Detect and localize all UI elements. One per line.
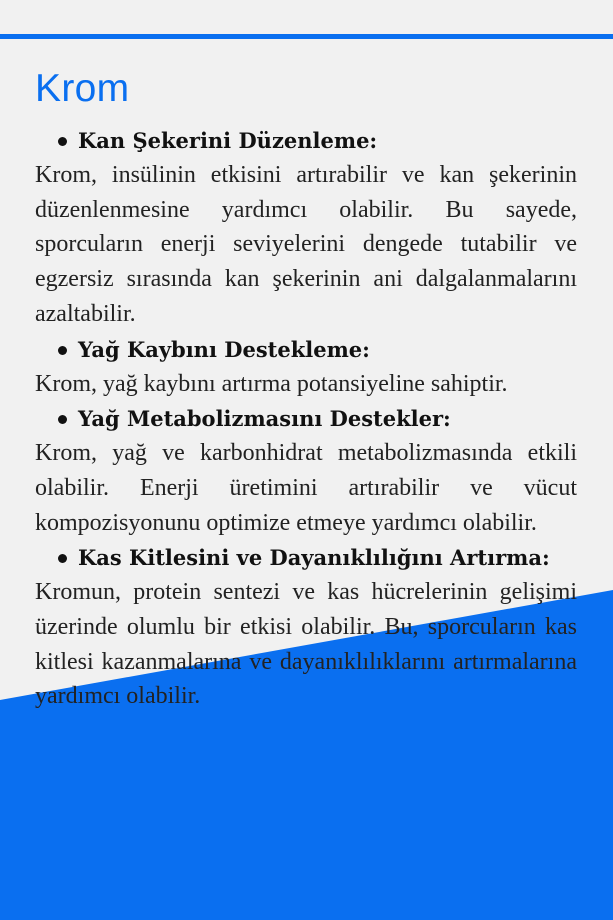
section-heading-text: Kas Kitlesini ve Dayanıklılığını Artırma: — [78, 545, 550, 571]
section-paragraph: Krom, yağ ve karbonhidrat metabolizmasında etkili olabilir. Enerji üretimini artırabilir ve vücut kompozisyonunu optimize etmeye yardımcı olabilir. — [35, 440, 577, 536]
section-heading — [35, 540, 577, 575]
section-kan-sekeri — [35, 123, 577, 332]
section-heading — [35, 401, 577, 436]
bullet-icon — [58, 137, 67, 146]
document-content — [35, 62, 577, 714]
section-paragraph: Krom, yağ kaybını artırma potansiyeline sahiptir. — [35, 370, 508, 397]
bullet-icon — [58, 346, 67, 355]
bullet-icon — [58, 415, 67, 424]
section-paragraph: Krom, insülinin etkisini artırabilir ve kan şekerinin düzenlenmesine yardımcı olabilir. Bu sayede, sporcuların enerji seviyelerini dengede tutabilir ve egzersiz sırasında kan şekerinin ani dalgalanmalarını azaltabilir. — [35, 162, 577, 327]
section-heading — [35, 123, 577, 158]
section-yag-metabolizmasi — [35, 401, 577, 540]
page-title: Krom — [35, 67, 130, 110]
bullet-icon — [58, 554, 67, 563]
section-heading — [35, 332, 577, 367]
section-kas-kitlesi — [35, 540, 577, 714]
section-heading-text: Yağ Kaybını Destekleme: — [78, 336, 370, 362]
section-paragraph: Kromun, protein sentezi ve kas hücrelerinin gelişimi üzerinde olumlu bir etkisi olabilir. Bu, sporcuların kas kitlesi kazanmalarına ve dayanıklılıklarını artırmalarına yardımcı olabilir. — [35, 579, 577, 710]
section-heading-text: Kan Şekerini Düzenleme: — [78, 128, 378, 153]
section-heading-text: Yağ Metabolizmasını Destekler: — [78, 406, 451, 432]
section-yag-kaybi — [35, 332, 577, 402]
